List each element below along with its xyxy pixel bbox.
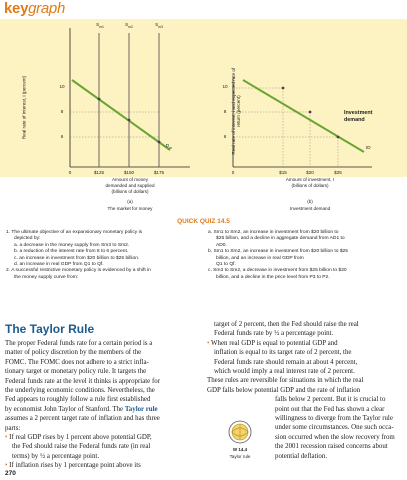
bullet-3-line-2: inflation is equal to its target rate of 2 percent, the <box>214 349 352 357</box>
bullet-2-line-1: • If inflation rises by 1 percentage point above its <box>5 462 141 470</box>
graph-a-label-sm3: $S_{m3}$ <box>155 22 163 29</box>
quiz-q1-option-a: a. a decrease in the money supply from Sm3 to Sm2. <box>14 242 130 248</box>
graph-b-y-tick-10: 10 <box>222 84 228 89</box>
quiz-q1-stem: 1. The ultimate objective of an expansionary monetary policy is <box>6 230 143 235</box>
quiz-q2-option-a-3: AD0. <box>216 242 227 248</box>
graph-b-y-tick-8: 8 <box>223 109 227 114</box>
bullet-3-line-3: Federal funds rate should remain at about 4 percent, <box>214 358 358 366</box>
quiz-q1-stem-2: depicted by: <box>14 236 41 242</box>
quiz-left-column <box>6 230 200 281</box>
graph-a-x-tick-150: $150 <box>123 170 135 175</box>
left-line-2: matter of policy discretion by the members of the <box>5 349 142 357</box>
graph-a-x-tick-0: 0 <box>68 170 72 175</box>
graph-b-x-tick-25: $25 <box>334 170 342 175</box>
graph-a-caption: The market for money <box>107 206 153 211</box>
left-line-6: the underlying economic conditions. Nevertheless, the <box>5 387 155 395</box>
right-line-3: These rules are reversible for situations in which the real <box>207 377 364 385</box>
graph-b-x-tick-20: $20 <box>306 170 314 175</box>
graph-b-x-axis-label: Amount of investment, I (billions of dollars) <box>285 177 335 189</box>
bullet-1-line-2: the Fed should raise the Federal funds rate (in real <box>12 443 151 451</box>
right-line-6: point out that the Fed has shown a clear <box>275 405 385 413</box>
graph-a-label-sm2: $S_{m2}$ <box>125 22 133 29</box>
quiz-q2-option-c-2: billion, and a decline in the price level from P3 to P2. <box>216 274 330 280</box>
graph-a-x-tick-125: $125 <box>93 170 105 175</box>
quiz-q2-option-c-1: c. Sm3 to Sm2, a decrease in investment from $25 billion to $20 <box>208 268 347 274</box>
graph-b-caption: Investment demand <box>289 206 331 211</box>
right-line-1: target of 2 percent, then the Fed should raise the real <box>214 321 359 328</box>
id-point-1 <box>282 87 285 90</box>
keygraph-graph: graph <box>28 0 66 17</box>
graph-a-y-tick-10: 10 <box>59 84 65 89</box>
id-point-2 <box>309 111 312 114</box>
quiz-title: QUICK QUIZ 14.5 <box>177 218 230 225</box>
quiz-q2-option-b-2: billion, and an increase in real GDP from <box>216 255 304 261</box>
left-line-1: The proper Federal funds rate for a certain period is a <box>5 340 153 347</box>
left-line-5: Federal funds rate at the level it thinks is appropriate for <box>5 377 160 385</box>
right-line-8: under some circumstances. One such occa- <box>275 424 394 432</box>
graph-b-y-axis-label: Real rate of interest, i and expected rate of return (percent) <box>230 67 241 155</box>
equilibrium-point-1 <box>98 98 101 101</box>
graph-b-y-tick-6: 6 <box>223 134 227 139</box>
right-line-9: sion occurred when the slow recovery from <box>275 433 395 441</box>
quiz-q2-stem-2: the money supply curve from: <box>14 274 79 280</box>
bullet-1-line-1: • If real GDP rises by 1 percent above potential GDP, <box>5 434 152 442</box>
graph-b-x-tick-15: $15 <box>279 170 287 175</box>
graph-a-label-dm: $D_m$ <box>165 143 173 150</box>
graph-a-y-tick-6: 6 <box>60 134 64 139</box>
page-number: 270 <box>5 470 16 477</box>
left-line-7: Fed appears to roughly follow a rule first established <box>5 396 151 404</box>
web-tag-label: W 14.4 Taylor rule <box>229 447 251 459</box>
left-line-8: by economist John Taylor of Stanford. The Taylor rule <box>5 405 158 413</box>
graph-b-panel-letter: (b) <box>307 199 313 204</box>
left-column <box>5 339 199 471</box>
quiz-q2-option-a-2: $25 billion, and a decline in aggregate demand from AD1 to <box>216 236 345 242</box>
quiz-q1-option-c: c. an increase in investment from $20 billion to $25 billion. <box>14 255 140 261</box>
id-point-3 <box>337 136 340 139</box>
graph-b-x-tick-0: 0 <box>231 170 235 175</box>
quiz-q2-stem: 2. A successful restrictive monetary policy is evidenced by a shift in <box>6 268 151 274</box>
quiz-q2-option-a-1: a. Sm1 to Sm2, an increase in investment from $20 billion to <box>208 230 339 235</box>
left-line-9: assumes a 2 percent target rate of inflation and has three <box>5 415 160 423</box>
quiz-q2-option-b-1: b. Sm1 to Sm2, an increase in investment from $20 billion to $25 <box>208 249 348 255</box>
graph-a-y-axis-label: Real rate of interest, i (percent) <box>21 75 27 140</box>
quiz-q2-option-b-3: Q1 to Qf. <box>216 262 236 268</box>
section-title: The Taylor Rule <box>5 322 95 336</box>
graph-a-y-tick-8: 8 <box>60 109 64 114</box>
bullet-3-line-1: • When real GDP is equal to potential GDP and <box>207 339 338 347</box>
bullet-3-line-4: which would imply a real interest rate of 2 percent. <box>214 368 355 376</box>
graph-a-x-tick-175: $175 <box>153 170 165 175</box>
graph-b-curve-label: Investment demand <box>344 110 373 123</box>
left-line-3: FOMC. The FOMC does not adhere to a strict infla- <box>5 358 149 366</box>
quiz-q1-option-d: d. an increase in real GDP from Q1 to Qf. <box>14 262 104 268</box>
right-line-4: GDP falls below potential GDP and the rate of inflation <box>207 386 361 394</box>
right-line-11: potential deflation. <box>275 452 328 460</box>
keygraph-key: key <box>4 0 29 17</box>
right-line-7: willingness to diverge from the Taylor rule <box>275 415 393 423</box>
right-line-10: the 2001 recession raised concerns about <box>275 443 388 451</box>
graph-a-label-sm1: $S_{m1}$ <box>96 22 104 29</box>
right-line-5: falls below 2 percent. But it is crucial to <box>275 396 386 404</box>
graph-a-x-axis-label: Amount of money demanded and supplied (billions of dollars) <box>105 177 155 195</box>
left-line-10: parts: <box>5 424 21 432</box>
left-line-4: tionary target or monetary policy rule. It targets the <box>5 368 147 376</box>
graph-a-panel-letter: (a) <box>127 199 133 204</box>
quiz-right-column <box>208 230 404 281</box>
equilibrium-point-2 <box>128 119 131 122</box>
equilibrium-point-3 <box>158 141 161 144</box>
web-tag-icon <box>226 419 254 445</box>
graph-b-id-label: ID <box>366 145 371 150</box>
right-line-2: Federal funds rate by ½ a percentage point. <box>214 330 334 338</box>
quiz-q1-option-b: b. a reduction of the interest rate from 8 to 6 percent. <box>14 249 129 255</box>
demand-curve-dm <box>72 80 170 150</box>
bullet-1-line-3: terms) by ½ a percentage point. <box>12 452 100 460</box>
